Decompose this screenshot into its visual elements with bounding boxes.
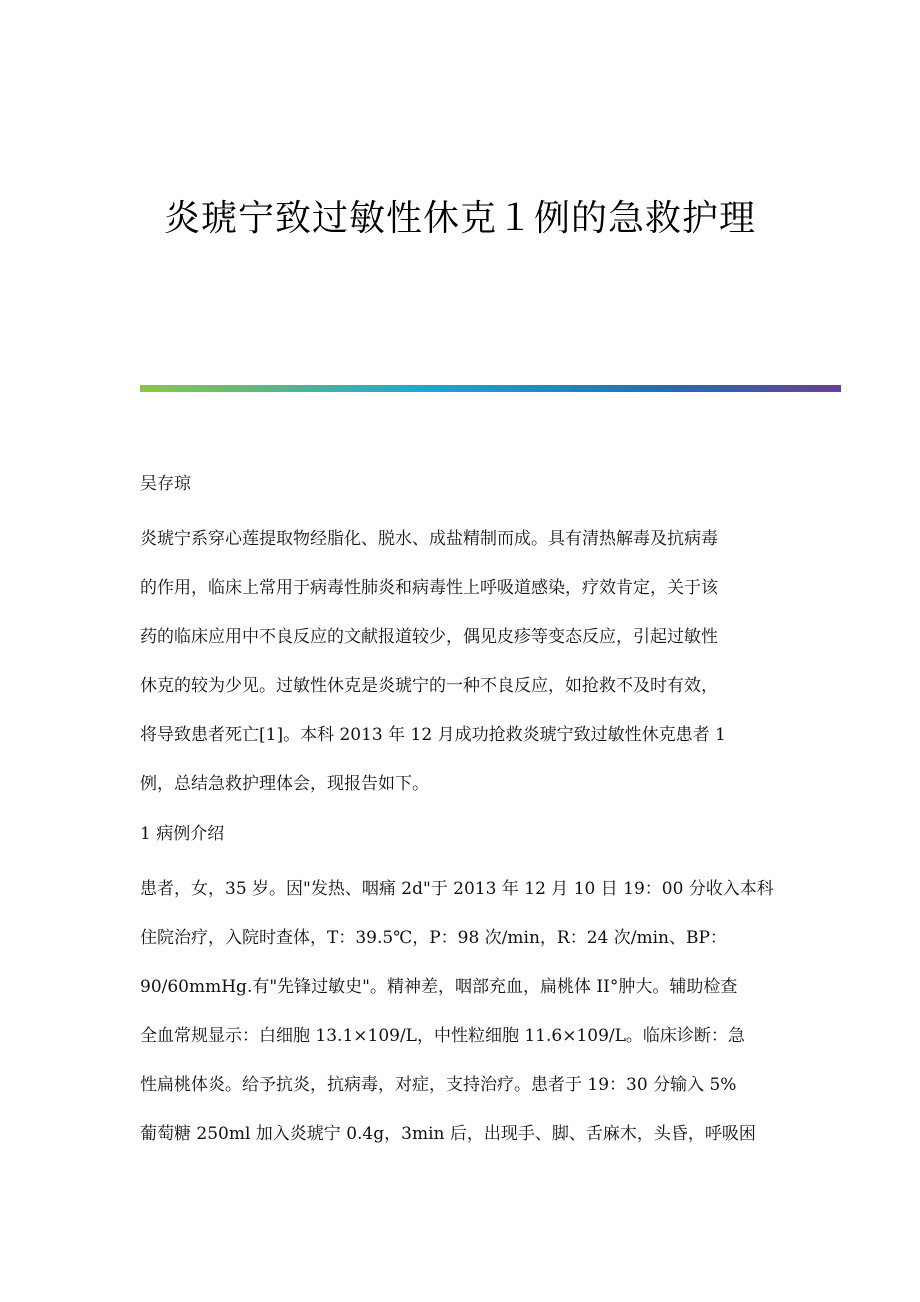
paragraph-line: 药的临床应用中不良反应的文献报道较少，偶见皮疹等变态反应，引起过敏性 <box>140 627 718 647</box>
title-divider <box>140 385 841 392</box>
case-paragraph <box>140 865 780 1159</box>
paragraph-line: 将导致患者死亡[1]。本科 2013 年 12 月成功抢救炎琥宁致过敏性休克患者 1 <box>140 725 726 745</box>
intro-paragraph <box>140 515 780 809</box>
paragraph-line: 90/60mmHg.有"先锋过敏史"。精神差，咽部充血，扁桃体 II°肿大。辅助检查 <box>140 977 738 997</box>
paragraph-line: 全血常规显示：白细胞 13.1×109/L，中性粒细胞 11.6×109/L。临床诊断：急 <box>140 1026 745 1046</box>
paragraph-line: 休克的较为少见。过敏性休克是炎琥宁的一种不良反应，如抢救不及时有效， <box>140 676 718 696</box>
section-heading: 1 病例介绍 <box>140 824 225 844</box>
document-title: 炎琥宁致过敏性休克１例的急救护理 <box>163 198 756 239</box>
paragraph-line: 的作用，临床上常用于病毒性肺炎和病毒性上呼吸道感染，疗效肯定，关于该 <box>140 578 718 598</box>
paragraph-line: 住院治疗，入院时查体，T：39.5℃，P：98 次/min，R：24 次/min、BP： <box>140 928 727 948</box>
paragraph-line: 患者，女，35 岁。因"发热、咽痛 2d"于 2013 年 12 月 10 日 19：00 分收入本科 <box>140 879 774 899</box>
paragraph-line: 炎琥宁系穿心莲提取物经脂化、脱水、成盐精制而成。具有清热解毒及抗病毒 <box>140 529 718 549</box>
author-name: 吴存琼 <box>140 474 191 494</box>
paragraph-line: 例，总结急救护理体会，现报告如下。 <box>140 774 429 794</box>
paragraph-line: 性扁桃体炎。给予抗炎，抗病毒，对症，支持治疗。患者于 19：30 分输入 5% <box>140 1075 737 1095</box>
paragraph-line: 葡萄糖 250ml 加入炎琥宁 0.4g，3min 后，出现手、脚、舌麻木，头昏，呼吸困 <box>140 1124 756 1144</box>
